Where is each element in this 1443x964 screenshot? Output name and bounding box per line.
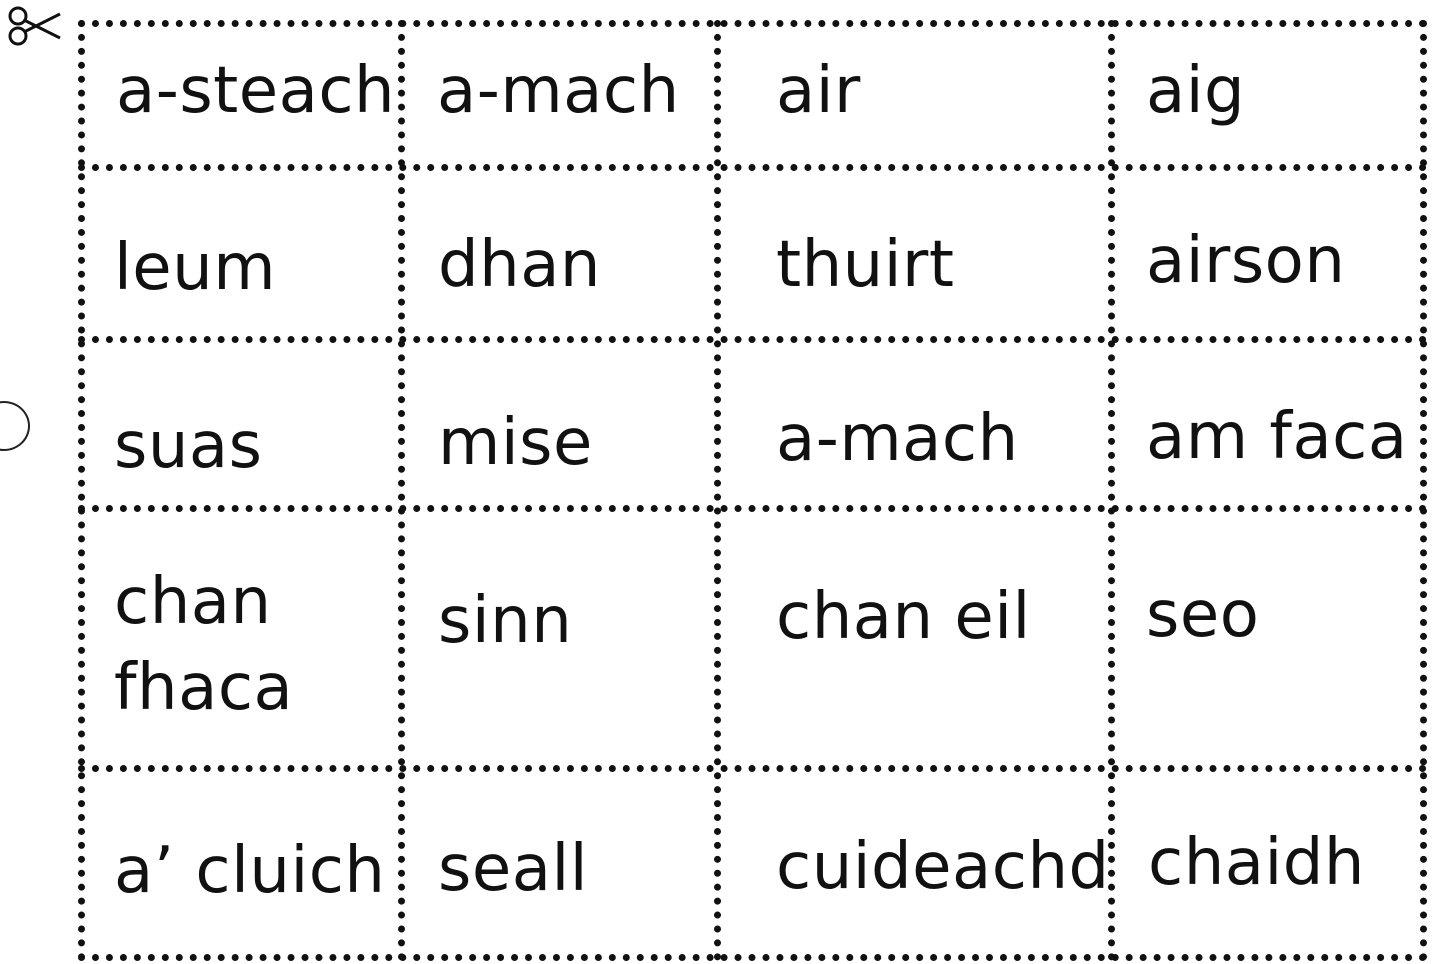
word-card: air xyxy=(776,54,861,128)
word-card: am faca xyxy=(1146,400,1408,474)
word-card: leum xyxy=(114,231,277,305)
cut-line-vertical xyxy=(1108,20,1115,961)
binder-hole xyxy=(0,401,30,451)
cut-line-vertical xyxy=(398,20,405,961)
word-card: airson xyxy=(1146,224,1346,298)
word-card: a-steach xyxy=(116,54,396,128)
word-card: chan eil xyxy=(776,580,1031,654)
word-card: seo xyxy=(1146,578,1260,652)
word-card: thuirt xyxy=(776,228,955,302)
cut-line-horizontal xyxy=(78,505,1427,512)
word-card: a’ cluich xyxy=(114,834,386,908)
cut-line-horizontal xyxy=(78,336,1427,343)
word-card: aig xyxy=(1146,54,1246,128)
word-card: mise xyxy=(438,406,593,480)
word-card: chaidh xyxy=(1148,826,1365,900)
scissors-icon xyxy=(4,4,64,48)
word-card: a-mach xyxy=(776,402,1019,476)
word-card: sinn xyxy=(438,584,573,658)
cut-line-horizontal xyxy=(78,164,1427,171)
word-card: seall xyxy=(438,832,588,906)
word-card: suas xyxy=(114,409,263,483)
cut-line-vertical xyxy=(714,20,721,961)
word-card: chan fhaca xyxy=(114,565,294,725)
word-card: a-mach xyxy=(437,54,680,128)
word-card: dhan xyxy=(438,228,601,302)
cut-line-horizontal xyxy=(78,765,1427,772)
word-card: cuideachd xyxy=(776,830,1110,904)
